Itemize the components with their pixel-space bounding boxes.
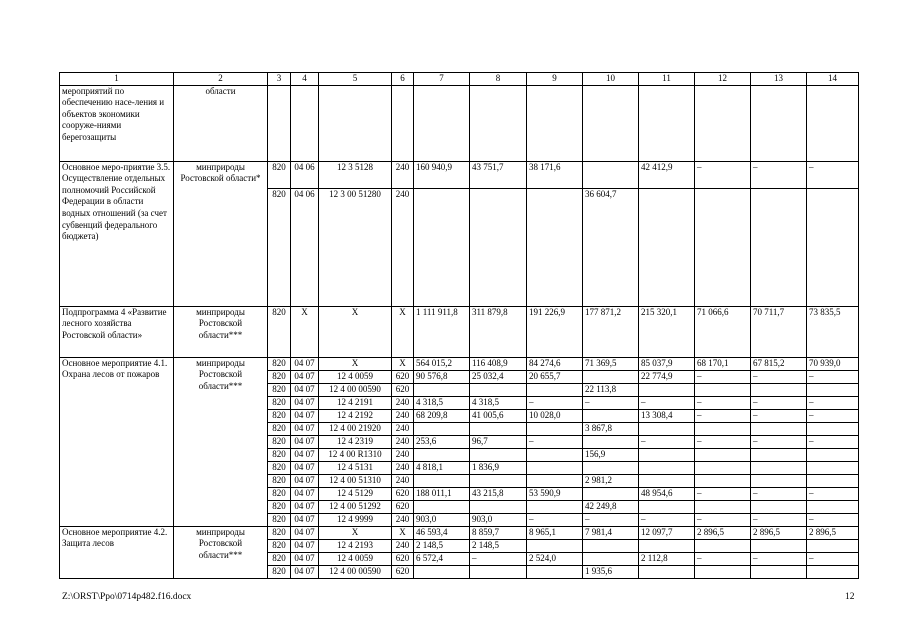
table-cell: 240 [392, 161, 414, 188]
table-cell: 8 859,7 [470, 526, 527, 539]
table-cell: 820 [268, 539, 291, 552]
table-cell [751, 188, 807, 306]
table-cell [527, 565, 583, 578]
table-cell: 820 [268, 435, 291, 448]
table-cell: 116 408,9 [470, 357, 527, 370]
table-cell: 215 320,1 [639, 306, 695, 357]
table-cell: 12 4 00 00590 [319, 383, 392, 396]
table-cell: 240 [392, 513, 414, 526]
table-cell: 20 655,7 [527, 370, 583, 383]
table-cell: – [695, 435, 751, 448]
table-cell [414, 383, 470, 396]
table-cell [639, 383, 695, 396]
table-cell: X [319, 357, 392, 370]
col-header-13: 13 [751, 73, 807, 86]
table-cell: X [392, 357, 414, 370]
table-cell [527, 500, 583, 513]
table-cell: 70 711,7 [751, 306, 807, 357]
table-cell: 12 4 00 51292 [319, 500, 392, 513]
table-cell: 71 066,6 [695, 306, 751, 357]
col-header-9: 9 [527, 73, 583, 86]
table-cell [470, 383, 527, 396]
table-cell [807, 474, 859, 487]
table-cell: – [527, 513, 583, 526]
table-cell: 12 4 00 00590 [319, 565, 392, 578]
table-cell: 04 06 [291, 188, 319, 306]
table-cell: – [807, 409, 859, 422]
table-cell: 85 037,9 [639, 357, 695, 370]
table-cell [414, 448, 470, 461]
table-cell: – [639, 513, 695, 526]
table-cell: 04 07 [291, 487, 319, 500]
table-cell [695, 500, 751, 513]
table-cell: 1 111 911,8 [414, 306, 470, 357]
col-header-2: 2 [174, 73, 268, 86]
table-cell [695, 474, 751, 487]
table-cell [639, 188, 695, 306]
table-cell: 620 [392, 370, 414, 383]
table-cell: 04 07 [291, 513, 319, 526]
table-cell [807, 383, 859, 396]
table-cell [751, 539, 807, 552]
table-cell: – [695, 552, 751, 565]
table-cell: 903,0 [414, 513, 470, 526]
table-cell: 820 [268, 500, 291, 513]
table-cell: 2 896,5 [751, 526, 807, 539]
col-header-11: 11 [639, 73, 695, 86]
table-cell: 2 981,2 [583, 474, 639, 487]
table-cell [583, 161, 639, 188]
table-cell [527, 539, 583, 552]
table-cell: – [583, 396, 639, 409]
table-cell: 12 4 0059 [319, 552, 392, 565]
table-cell: 12 4 2319 [319, 435, 392, 448]
table-cell: 620 [392, 500, 414, 513]
table-cell: 240 [392, 474, 414, 487]
table-cell: 12 4 9999 [319, 513, 392, 526]
table-cell [470, 500, 527, 513]
table-cell: 2 524,0 [527, 552, 583, 565]
table-cell: 820 [268, 396, 291, 409]
table-cell: 12 4 5129 [319, 487, 392, 500]
table-cell [527, 474, 583, 487]
table-cell [527, 188, 583, 306]
table-cell [414, 474, 470, 487]
table-cell: 10 028,0 [527, 409, 583, 422]
table-cell [470, 188, 527, 306]
table-row [60, 526, 859, 539]
table-row [60, 306, 859, 357]
table-cell [583, 409, 639, 422]
table-cell [807, 461, 859, 474]
table-cell: 820 [268, 552, 291, 565]
table-cell: 04 07 [291, 474, 319, 487]
table-cell: – [807, 552, 859, 565]
table-cell: 04 07 [291, 409, 319, 422]
table-cell: 04 07 [291, 526, 319, 539]
table-cell: 12 3 00 51280 [319, 188, 392, 306]
footer-file-path: Z:\ORST\Ppo\0714p482.f16.docx [62, 592, 192, 602]
table-cell [695, 448, 751, 461]
table-cell: 68 209,8 [414, 409, 470, 422]
table-cell: – [695, 161, 751, 188]
table-cell: 3 867,8 [583, 422, 639, 435]
table-cell: X [392, 526, 414, 539]
table-cell: – [695, 396, 751, 409]
table-cell: 240 [392, 396, 414, 409]
table-cell: 191 226,9 [527, 306, 583, 357]
table-cell [751, 461, 807, 474]
table-cell: 68 170,1 [695, 357, 751, 370]
table-cell: 820 [268, 357, 291, 370]
table-cell: 12 4 5131 [319, 461, 392, 474]
table-cell: 12 3 5128 [319, 161, 392, 188]
table-cell [639, 461, 695, 474]
table-cell [527, 422, 583, 435]
table-cell [470, 565, 527, 578]
table-cell: 620 [392, 487, 414, 500]
table-cell: 240 [392, 409, 414, 422]
table-cell [751, 565, 807, 578]
table-cell: – [751, 487, 807, 500]
table-cell: – [695, 513, 751, 526]
table-cell [639, 448, 695, 461]
table-cell: 4 818,1 [414, 461, 470, 474]
footer-page-number: 12 [845, 592, 855, 602]
table-cell: 46 593,4 [414, 526, 470, 539]
table-cell: 43 215,8 [470, 487, 527, 500]
measure-description: Основное мероприятие 4.1. Охрана лесов от пожаров [60, 357, 174, 526]
table-cell: – [695, 487, 751, 500]
table-cell: – [751, 396, 807, 409]
table-cell: 53 590,9 [527, 487, 583, 500]
table-cell: – [807, 435, 859, 448]
table-cell: 04 07 [291, 461, 319, 474]
table-cell: 160 940,9 [414, 161, 470, 188]
table-cell: 177 871,2 [583, 306, 639, 357]
table-cell [695, 539, 751, 552]
table-cell [751, 422, 807, 435]
table-cell: 253,6 [414, 435, 470, 448]
table-cell [639, 422, 695, 435]
table-cell [583, 487, 639, 500]
table-cell: 42 249,8 [583, 500, 639, 513]
table-cell [807, 565, 859, 578]
table-cell: 43 751,7 [470, 161, 527, 188]
table-cell: – [583, 513, 639, 526]
table-cell: 04 07 [291, 565, 319, 578]
table-cell [751, 383, 807, 396]
table-cell: 564 015,2 [414, 357, 470, 370]
table-cell [751, 474, 807, 487]
table-cell: 13 308,4 [639, 409, 695, 422]
table-cell: 73 835,5 [807, 306, 859, 357]
table-cell: 12 4 00 21920 [319, 422, 392, 435]
table-cell [527, 461, 583, 474]
table-row [60, 85, 859, 161]
table-cell: 04 07 [291, 500, 319, 513]
table-cell: 820 [268, 474, 291, 487]
table-cell: – [807, 396, 859, 409]
table-cell: 36 604,7 [583, 188, 639, 306]
table-cell [583, 461, 639, 474]
table-cell [807, 448, 859, 461]
table-cell: 42 412,9 [639, 161, 695, 188]
table-cell [583, 435, 639, 448]
header-row [60, 73, 859, 86]
col-header-6: 6 [392, 73, 414, 86]
table-cell [807, 422, 859, 435]
table-cell: – [751, 409, 807, 422]
table-cell: 4 318,5 [414, 396, 470, 409]
executor-cell: области [174, 85, 268, 161]
table-cell [583, 539, 639, 552]
table-cell [527, 448, 583, 461]
col-header-10: 10 [583, 73, 639, 86]
table-cell: 48 954,6 [639, 487, 695, 500]
table-cell [695, 422, 751, 435]
table-cell: – [807, 370, 859, 383]
col-header-4: 4 [291, 73, 319, 86]
table-cell: – [807, 487, 859, 500]
budget-table [59, 72, 859, 579]
table-cell: – [751, 161, 807, 188]
table-cell [807, 188, 859, 306]
table-cell: – [527, 435, 583, 448]
table-cell: 1 836,9 [470, 461, 527, 474]
table-cell [807, 500, 859, 513]
measure-description: Подпрограмма 4 «Развитие лесного хозяйства Ростовской области» [60, 306, 174, 357]
table-cell: 12 4 0059 [319, 370, 392, 383]
table-cell [414, 565, 470, 578]
table-cell: 820 [268, 487, 291, 500]
table-cell [639, 565, 695, 578]
table-cell [414, 500, 470, 513]
table-cell [807, 539, 859, 552]
table-cell: 2 148,5 [414, 539, 470, 552]
table-cell: 6 572,4 [414, 552, 470, 565]
table-cell: 903,0 [470, 513, 527, 526]
table-cell [470, 422, 527, 435]
table-cell: 240 [392, 435, 414, 448]
table-cell: 311 879,8 [470, 306, 527, 357]
table-cell: 240 [392, 461, 414, 474]
table-cell: 820 [268, 565, 291, 578]
table-cell: X [319, 526, 392, 539]
col-header-8: 8 [470, 73, 527, 86]
table-cell: 70 939,0 [807, 357, 859, 370]
table-cell: 820 [268, 370, 291, 383]
table-cell [751, 448, 807, 461]
table-cell [639, 474, 695, 487]
table-cell: – [751, 513, 807, 526]
table-cell: 240 [392, 448, 414, 461]
measure-description: Основное меро-приятие 3.5. Осуществление отдельных полномочий Российской Федерации в области водных отношений (за счет субвенций федерального бюджета) [60, 161, 174, 306]
table-cell: 04 07 [291, 422, 319, 435]
table-cell: 820 [268, 188, 291, 306]
table-cell: 96,7 [470, 435, 527, 448]
table-cell [695, 383, 751, 396]
table-cell: 22 774,9 [639, 370, 695, 383]
table-cell: 12 4 2192 [319, 409, 392, 422]
col-header-1: 1 [60, 73, 174, 86]
table-cell: 820 [268, 526, 291, 539]
table-cell: 2 112,8 [639, 552, 695, 565]
table-cell: – [751, 435, 807, 448]
table-row [60, 357, 859, 370]
table-cell: 90 576,8 [414, 370, 470, 383]
table-cell [695, 565, 751, 578]
table-cell [583, 552, 639, 565]
table-cell [583, 370, 639, 383]
table-cell: 04 07 [291, 552, 319, 565]
table-cell: 620 [392, 383, 414, 396]
table-cell: 12 4 00 R1310 [319, 448, 392, 461]
table-cell: 820 [268, 161, 291, 188]
table-cell: – [639, 435, 695, 448]
table-row [60, 161, 859, 188]
table-cell: 8 965,1 [527, 526, 583, 539]
table-cell: 820 [268, 409, 291, 422]
table-cell [414, 422, 470, 435]
table-cell: 7 981,4 [583, 526, 639, 539]
table-cell: 12 4 00 51310 [319, 474, 392, 487]
table-cell: 04 07 [291, 383, 319, 396]
table-cell: 2 896,5 [807, 526, 859, 539]
table-cell: – [695, 370, 751, 383]
table-cell: – [527, 396, 583, 409]
table-cell: 71 369,5 [583, 357, 639, 370]
table-cell [695, 188, 751, 306]
executor-cell: минприроды Ростовской области*** [174, 306, 268, 357]
table-cell: 12 4 2191 [319, 396, 392, 409]
table-cell: – [695, 409, 751, 422]
table-cell: 820 [268, 461, 291, 474]
table-cell: 240 [392, 422, 414, 435]
table-cell: X [319, 306, 392, 357]
table-cell: 620 [392, 565, 414, 578]
table-cell [470, 474, 527, 487]
table-cell [470, 448, 527, 461]
table-cell: 22 113,8 [583, 383, 639, 396]
executor-cell: минприроды Ростовской области*** [174, 357, 268, 526]
table-cell [751, 500, 807, 513]
table-cell: 4 318,5 [470, 396, 527, 409]
table-cell: 04 07 [291, 539, 319, 552]
table-cell: – [751, 552, 807, 565]
table-cell: 04 07 [291, 357, 319, 370]
table-cell [695, 461, 751, 474]
table-cell: X [392, 306, 414, 357]
table-cell: 04 06 [291, 161, 319, 188]
table-cell: 12 097,7 [639, 526, 695, 539]
table-cell: 25 032,4 [470, 370, 527, 383]
table-cell [527, 383, 583, 396]
table-cell [639, 539, 695, 552]
table-cell: – [807, 513, 859, 526]
col-header-5: 5 [319, 73, 392, 86]
table-cell: 38 171,6 [527, 161, 583, 188]
table-cell: 820 [268, 306, 291, 357]
table-cell: 12 4 2193 [319, 539, 392, 552]
table-cell [414, 188, 470, 306]
table-cell: 04 07 [291, 435, 319, 448]
table-cell: – [639, 396, 695, 409]
table-cell: 67 815,2 [751, 357, 807, 370]
table-cell: 41 005,6 [470, 409, 527, 422]
col-header-7: 7 [414, 73, 470, 86]
table-cell: – [751, 370, 807, 383]
table-cell: 820 [268, 448, 291, 461]
executor-cell: минприроды Ростовской области* [174, 161, 268, 306]
table-cell [639, 500, 695, 513]
table-cell: 04 07 [291, 448, 319, 461]
table-cell: 240 [392, 188, 414, 306]
table-cell: 820 [268, 422, 291, 435]
measure-description: Основное мероприятие 4.2. Защита лесов [60, 526, 174, 578]
table-cell: – [807, 161, 859, 188]
measure-description: мероприятий по обеспечению насе-ления и объектов экономики сооруже-ниями берегозащиты [60, 85, 174, 161]
table-cell: 188 011,1 [414, 487, 470, 500]
col-header-14: 14 [807, 73, 859, 86]
col-header-12: 12 [695, 73, 751, 86]
table-cell: 2 896,5 [695, 526, 751, 539]
table-cell: 04 07 [291, 370, 319, 383]
table-cell: 820 [268, 383, 291, 396]
table-cell: – [470, 552, 527, 565]
table-cell: 240 [392, 539, 414, 552]
table-cell: 620 [392, 552, 414, 565]
table-cell: 04 07 [291, 396, 319, 409]
table-cell: 156,9 [583, 448, 639, 461]
col-header-3: 3 [268, 73, 291, 86]
table-cell: X [291, 306, 319, 357]
table-cell: 2 148,5 [470, 539, 527, 552]
table-cell: 1 935,6 [583, 565, 639, 578]
table-cell: 84 274,6 [527, 357, 583, 370]
table-cell: 820 [268, 513, 291, 526]
executor-cell: минприроды Ростовской области*** [174, 526, 268, 578]
